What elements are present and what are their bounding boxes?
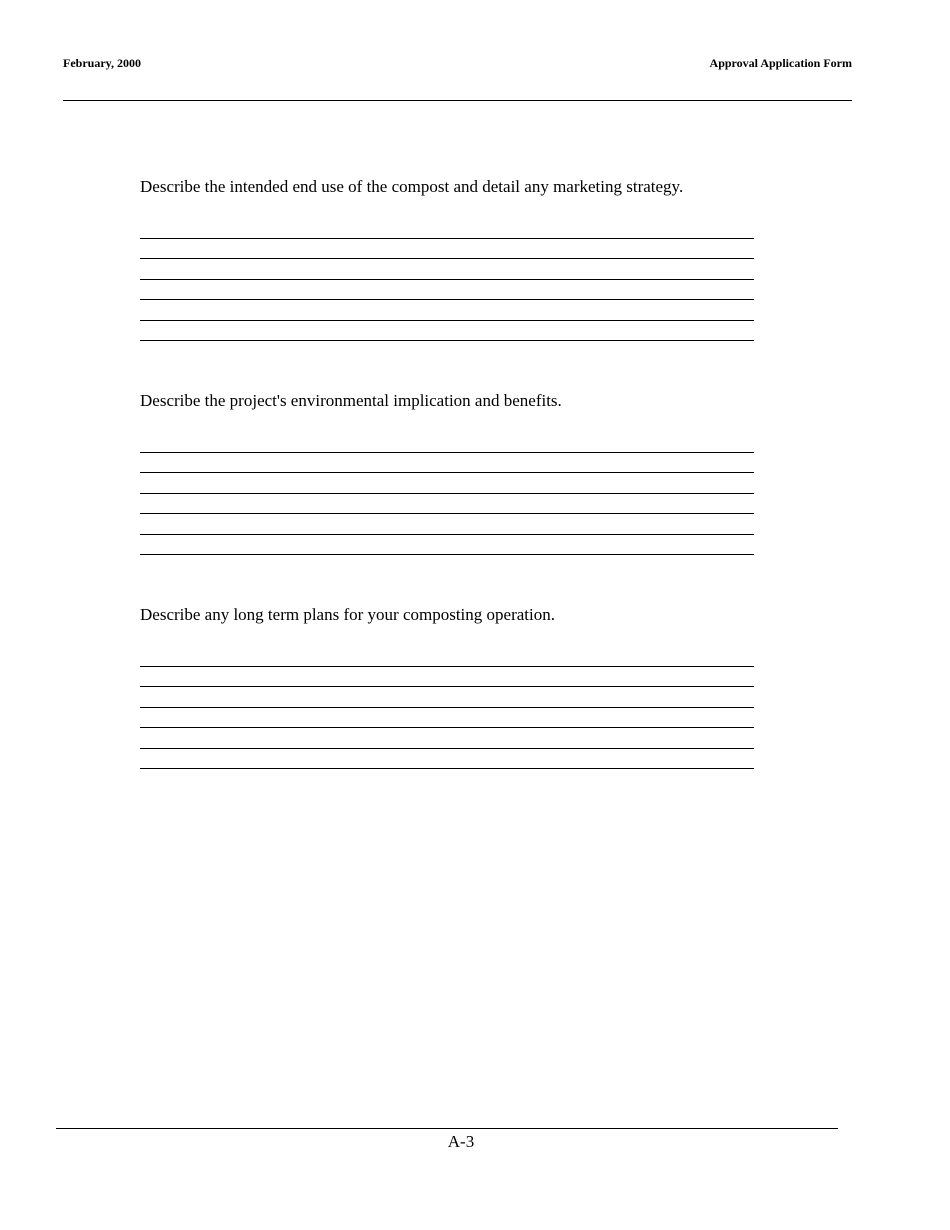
- answer-line[interactable]: [140, 646, 754, 667]
- question-end-use: [140, 177, 754, 197]
- question-prompt: Describe the project's environmental implication and benefits.: [140, 391, 562, 410]
- answer-line[interactable]: [140, 473, 754, 494]
- question-prompt: Describe any long term plans for your composting operation.: [140, 605, 555, 624]
- answer-line[interactable]: [140, 687, 754, 708]
- answer-line[interactable]: [140, 728, 754, 749]
- header-divider: [63, 100, 852, 101]
- header-date: February, 2000: [63, 56, 141, 70]
- answer-lines[interactable]: [140, 432, 754, 555]
- answer-line[interactable]: [140, 259, 754, 280]
- answer-line[interactable]: [140, 300, 754, 321]
- answer-line[interactable]: [140, 667, 754, 688]
- answer-line[interactable]: [140, 494, 754, 515]
- answer-line[interactable]: [140, 321, 754, 342]
- header-form-title: Approval Application Form: [709, 56, 852, 70]
- question-long-term-plans: [140, 605, 754, 625]
- answer-lines[interactable]: [140, 646, 754, 769]
- answer-lines[interactable]: [140, 218, 754, 341]
- answer-line[interactable]: [140, 239, 754, 260]
- question-environmental-benefits: [140, 391, 754, 411]
- answer-line[interactable]: [140, 535, 754, 556]
- question-prompt: Describe the intended end use of the compost and detail any marketing strategy.: [140, 177, 684, 196]
- answer-line[interactable]: [140, 432, 754, 453]
- footer-divider: [56, 1128, 838, 1129]
- answer-line[interactable]: [140, 708, 754, 729]
- answer-line[interactable]: [140, 749, 754, 770]
- answer-line[interactable]: [140, 453, 754, 474]
- answer-line[interactable]: [140, 218, 754, 239]
- answer-line[interactable]: [140, 280, 754, 301]
- answer-line[interactable]: [140, 514, 754, 535]
- page-number: A-3: [447, 1132, 475, 1151]
